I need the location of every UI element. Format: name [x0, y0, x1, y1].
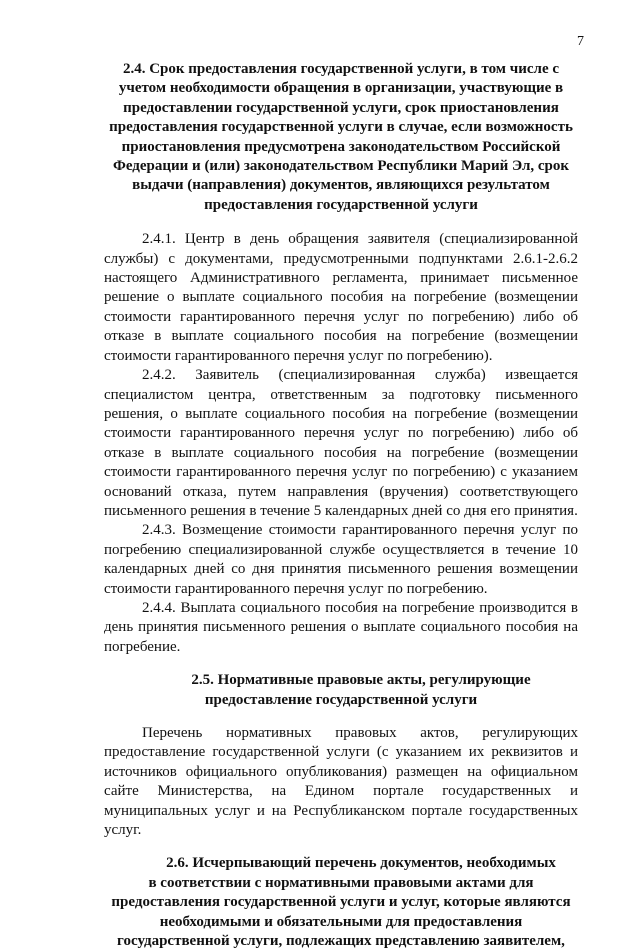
paragraph-2-5: Перечень нормативных правовых актов, регулирующих предоставление государственной услуги (с указанием их реквизитов и источников официального опубликования) размещен на официальном сайте Министерства, на Едином портале государственных и муниципальных услуг и на Республиканском портале государственных услуг. [104, 725, 578, 839]
section-2-6-heading [104, 854, 578, 951]
heading-line: необходимыми и обязательными для предоставления [159, 913, 523, 930]
document-body [104, 60, 578, 951]
section-2-5-heading [104, 671, 578, 710]
paragraph-2-4-4: 2.4.4. Выплата социального пособия на погребение производится в день принятия письменного решения о выплате социального пособия на погребение. [104, 599, 578, 655]
heading-line: учетом необходимости обращения в организации, участвующие в [118, 80, 564, 97]
paragraph-2-4-2: 2.4.2. Заявитель (специализированная служба) извещается специалистом центра, ответственным за подготовку письменного решения, о выплате социального пособия на погребение (возмещении стоимости гарантированного перечня услуг по погребению) либо об отказе в выплате социального пособия на погребение (возмещении стоимости гарантированного перечня услуг по погребению) с указанием оснований отказа, путем направления (вручения) соответствующего письменного решения в течение 5 календарных дней со дня его принятия. [104, 367, 578, 519]
heading-line: выдачи (направления) документов, являющихся результатом [132, 177, 550, 194]
heading-line: 2.5. Нормативные правовые акты, регулирующие [191, 672, 531, 689]
heading-line: предоставления государственной услуги в случае, если возможность [109, 119, 573, 136]
section-2-4-heading [104, 60, 578, 215]
heading-line: приостановления предусмотрена законодательством Российской [121, 138, 561, 155]
heading-line: предоставления государственной услуги и услуг, которые являются [111, 894, 571, 911]
paragraph-2-4-1: 2.4.1. Центр в день обращения заявителя (специализированной службы) с документами, предусмотренными подпунктами 2.6.1-2.6.2 настоящего Административного регламента, принимает письменное решение о выплате социального пособия на погребение (возмещении стоимости гарантированного перечня услуг по погребению) либо об отказе в выплате социального пособия на погребение (возмещении стоимости гарантированного перечня услуг по погребению). [104, 231, 578, 364]
heading-line: в соответствии с нормативными правовыми актами для [148, 874, 534, 891]
heading-line: предоставления государственной услуги [204, 196, 478, 213]
heading-line: предоставление государственной услуги [204, 691, 478, 708]
paragraph-2-4-3: 2.4.3. Возмещение стоимости гарантированного перечня услуг по погребению специализированной службе осуществляется в течение 10 календарных дней со дня принятия письменного решения возмещении стоимости гарантированного перечня услуг по погребению. [104, 522, 578, 597]
heading-line: 2.6. Исчерпывающий перечень документов, необходимых [166, 855, 556, 872]
heading-line: 2.4. Срок предоставления государственной услуги, в том числе с [122, 61, 560, 77]
page-number: 7 [577, 34, 584, 49]
heading-line: Федерации и (или) законодательством Республики Марий Эл, срок [112, 158, 570, 175]
heading-line: государственной услуги, подлежащих представлению заявителем, [117, 933, 565, 950]
heading-line: предоставлении государственной услуги, срок приостановления [123, 99, 559, 116]
